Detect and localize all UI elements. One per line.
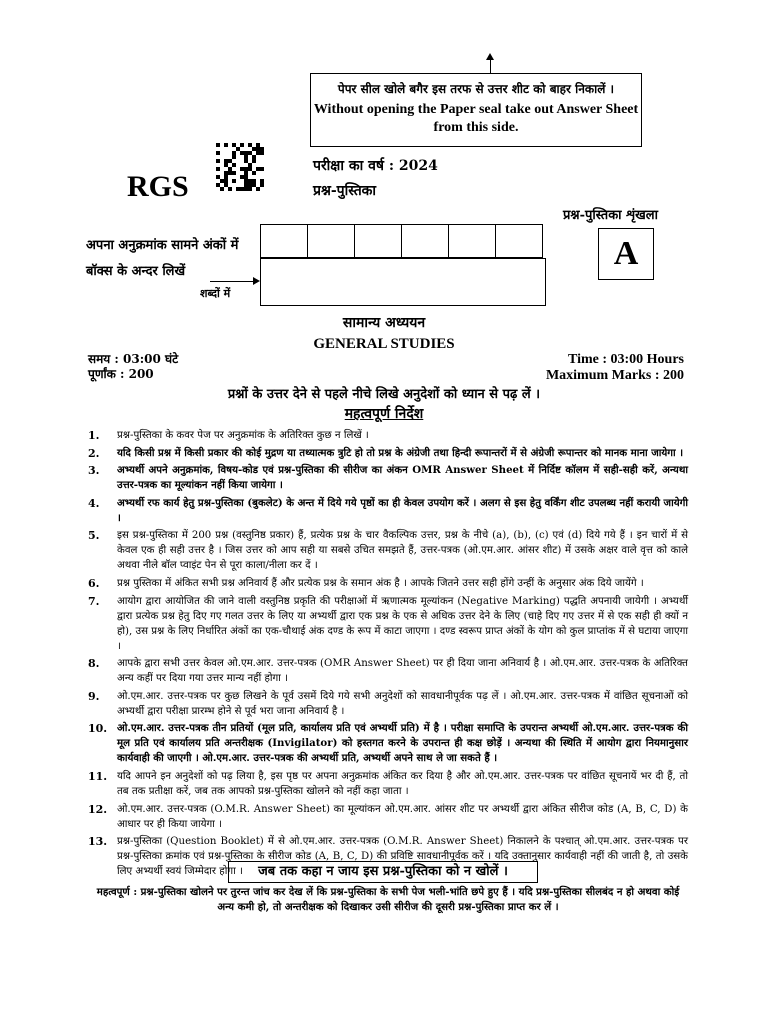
list-item [88,528,688,573]
item-number: 9. [88,689,100,703]
item-number: 10. [88,722,108,736]
list-item [88,689,688,719]
booklet-title: प्रश्न-पुस्तिका [313,183,377,199]
list-item [88,576,688,591]
item-text: ओ.एम.आर. उत्तर-पत्रक पर कुछ लिखने के पूर्व उसमें दिये गये सभी अनुदेशों को सावधानीपूर्वक पढ़ लें । ओ.एम.आर. उत्तर-पत्रक में वांछित सूचनाओं को अभ्यर्थी द्वारा परीक्षा प्रारम्भ होने से पूर्व भरा जाना अनिवार्य है । [117,690,688,717]
time-english: Time : 03:00 Hours [567,352,684,367]
roll-label-line1: अपना अनुक्रमांक सामने अंकों में [86,238,239,253]
marks-english: Maximum Marks : 200 [545,368,684,383]
arrow-right-icon [210,281,258,282]
roll-number-words-box[interactable] [260,258,546,306]
roll-digit-box[interactable] [261,225,308,257]
list-item [88,802,688,832]
final-important-note: महत्वपूर्ण : प्रश्न-पुस्तिका खोलने पर तुरन्त जांच कर देख लें कि प्रश्न-पुस्तिका के सभी पेज भली-भांति छपे हुए हैं । यदि प्रश्न-पुस्तिका सीलबंद न हो अथवा कोई अन्य कमी हो, तो अन्तरीक्षक को दिखाकर उसी सीरीज की दूसरी प्रश्न-पुस्तिका प्राप्त कर लें । [96,886,680,913]
item-text: प्रश्न पुस्तिका में अंकित सभी प्रश्न अनिवार्य हैं और प्रत्येक प्रश्न के समान अंक है । आपके जितने उत्तर सही होंगे उन्हीं के अनुसार अंक दिये जायेंगे । [117,577,644,589]
item-number: 12. [88,802,108,816]
list-item [88,428,688,443]
roll-number-digit-boxes[interactable] [260,224,543,258]
time-hindi: समय : 03:00 घंटे [88,352,179,366]
roll-digit-box[interactable] [355,225,402,257]
roll-digit-box[interactable] [402,225,449,257]
series-label: प्रश्न-पुस्तिका शृंखला [563,208,658,223]
item-number: 3. [88,464,100,478]
list-item [88,463,688,493]
seal-instruction-box [310,73,642,147]
list-item [88,446,688,461]
arrow-up-icon [490,58,491,74]
item-text: इस प्रश्न-पुस्तिका में 200 प्रश्न (वस्तुनिष्ठ प्रकार) हैं, प्रत्येक प्रश्न के चार वैकल्पिक उत्तर, प्रश्न के नीचे (a), (b), (c) एवं (d) दिये गये हैं । इन चारों में से केवल एक ही सही उत्तर है । जिस उत्तर को आप सही या सबसे उचित समझते हैं, उत्तर-पत्रक (ओ.एम.आर. आंसर शीट) में उसके अक्षर वाले वृत्त को काले अथवा नीले बॉल प्वाइंट पेन से पूरा काला/नीला कर दें । [117,530,688,572]
seal-text-english-2: from this side. [433,120,519,135]
list-item [88,594,688,654]
roll-label-line2: बॉक्स के अन्दर लिखें [86,264,186,279]
list-item [88,656,688,686]
item-number: 7. [88,594,100,608]
item-number: 8. [88,657,100,671]
item-text: ओ.एम.आर. उत्तर-पत्रक (O.M.R. Answer Sheet) का मूल्यांकन ओ.एम.आर. आंसर शीट पर अभ्यर्थी द्वारा अंकित सीरीज कोड (A, B, C, D) के आधार पर ही किया जायेगा । [117,803,688,830]
item-number: 6. [88,576,100,590]
qr-code-icon [216,143,264,191]
item-text: यदि आपने इन अनुदेशों को पढ़ लिया है, इस पृष्ठ पर अपना अनुक्रमांक अंकित कर दिया है और ओ.एम.आर. उत्तर-पत्रक पर वांछित सूचनायें भर दी हैं, तो तब तक प्रतीक्षा करें, जब तक आपको प्रश्न-पुस्तिका खोलने को नहीं कहा जाता । [117,770,688,797]
list-item [88,721,688,766]
meta-hindi [88,352,178,382]
seal-text-english-1: Without opening the Paper seal take out Answer Sheet [313,102,639,117]
meta-english [546,352,684,384]
words-label: शब्दों में [200,287,231,300]
roll-digit-box[interactable] [496,225,543,257]
item-text: यदि किसी प्रश्न में किसी प्रकार की कोई मुद्रण या तथ्यात्मक त्रुटि हो तो प्रश्न के अंग्रेजी तथा हिन्दी रूपान्तरों में से अंग्रेजी रूपान्तर को मानक माना जायेगा । [117,446,684,459]
series-code-box: A [598,228,654,280]
rgs-logo: RGS [127,170,189,203]
roll-number-label [86,233,238,285]
item-text: आपके द्वारा सभी उत्तर केवल ओ.एम.आर. उत्तर-पत्रक (OMR Answer Sheet) पर ही दिया जाना अनिवार्य है । ओ.एम.आर. उत्तर-पत्रक के अतिरिक्त अन्य कहीं पर दिया गया उत्तर मान्य नहीं होगा । [117,658,688,685]
item-text: ओ.एम.आर. उत्तर-पत्रक तीन प्रतियों (मूल प्रति, कार्यालय प्रति एवं अभ्यर्थी प्रति) में है । परीक्षा समाप्ति के उपरान्त अभ्यर्थी ओ.एम.आर. उत्तर-पत्रक की मूल प्रति एवं कार्यालय प्रति अन्तरीक्षक (Invigilator) को हस्तगत करने के उपरान्त ही कक्ष छोड़ें । अन्यथा की स्थिति में आयोग द्वारा नियमानुसार कार्यवाही की जाएगी । ओ.एम.आर. उत्तर-पत्रक की अभ्यर्थी प्रति, अभ्यर्थी अपने साथ ले जा सकते हैं । [117,722,688,765]
seal-text-hindi: पेपर सील खोले बगैर इस तरफ से उत्तर शीट को बाहर निकालें । [337,82,615,96]
item-text: आयोग द्वारा आयोजित की जाने वाली वस्तुनिष्ठ प्रकृति की परीक्षाओं में ऋणात्मक मूल्यांकन (Negative Marking) पद्धति अपनायी जायेगी । अभ्यर्थी द्वारा प्रत्येक प्रश्न हेतु दिए गए गलत उत्तर के लिए या अभ्यर्थी द्वारा एक प्रश्न के एक से अधिक उत्तर देने के लिए (चाहे दिए गए उत्तर में से एक सही ही क्यों न हो), उस प्रश्न के लिए निर्धारित अंकों का एक-चौथाई अंक दण्ड के रूप में काटा जाएगा । दण्ड स्वरूप प्राप्त अंकों के योग को कुल प्राप्तांक में से घटाया जाएगा । [117,595,688,652]
roll-digit-box[interactable] [449,225,496,257]
item-number: 2. [88,446,100,460]
roll-digit-box[interactable] [308,225,355,257]
item-number: 1. [88,429,100,442]
subject-hindi: सामान्य अध्ययन [342,315,426,331]
marks-hindi: पूर्णांक : 200 [88,367,154,381]
list-item [88,769,688,799]
do-not-open-notice: जब तक कहा न जाय इस प्रश्न-पुस्तिका को न खोलें । [228,861,538,883]
item-text: प्रश्न-पुस्तिका के कवर पेज पर अनुक्रमांक के अतिरिक्त कुछ न लिखें । [117,430,369,441]
item-text: प्रश्न-पुस्तिका (Question Booklet) में से ओ.एम.आर. उत्तर-पत्रक (O.M.R. Answer Sheet) निकालने के पश्चात् ओ.एम.आर. उत्तर-पत्रक पर प्रश्न-पुस्तिका क्रमांक एवं प्रश्न-पुस्तिका के सीरीज कोड (A, B, C, D) की प्रविष्टि सावधानीपूर्वक करें । यदि उक्तानुसार कार्यवाही नहीं की जाती है, तो उसके लिए अभ्यर्थी स्वयं जिम्मेदार होगा । [117,836,688,878]
item-number: 4. [88,496,100,510]
item-number: 11. [88,769,108,783]
instructions-title [0,404,768,423]
item-text: अभ्यर्थी अपने अनुक्रमांक, विषय-कोड एवं प्रश्न-पुस्तिका की सीरीज का अंकन OMR Answer Sheet में निर्दिष्ट कॉलम में सही-सही करें, अन्यथा उत्तर-पत्रक का मूल्यांकन नहीं किया जायेगा । [117,464,688,492]
item-number: 5. [88,529,100,543]
pre-instruction-note: प्रश्नों के उत्तर देने से पहले नीचे लिखे अनुदेशों को ध्यान से पढ़ लें । [227,387,541,402]
subject-english: GENERAL STUDIES [313,336,455,352]
instructions-title-text: महत्वपूर्ण निर्देश [344,406,424,422]
item-text: अभ्यर्थी रफ कार्य हेतु प्रश्न-पुस्तिका (बुकलेट) के अन्त में दिये गये पृष्ठों का ही केवल उपयोग करें । अलग से इस हेतु वर्किंग शीट उपलब्ध नहीं करायी जायेगी । [117,496,688,524]
item-number: 13. [88,835,108,849]
instructions-list [88,428,688,882]
list-item [88,496,688,526]
exam-year: परीक्षा का वर्ष : 2024 [313,158,438,174]
